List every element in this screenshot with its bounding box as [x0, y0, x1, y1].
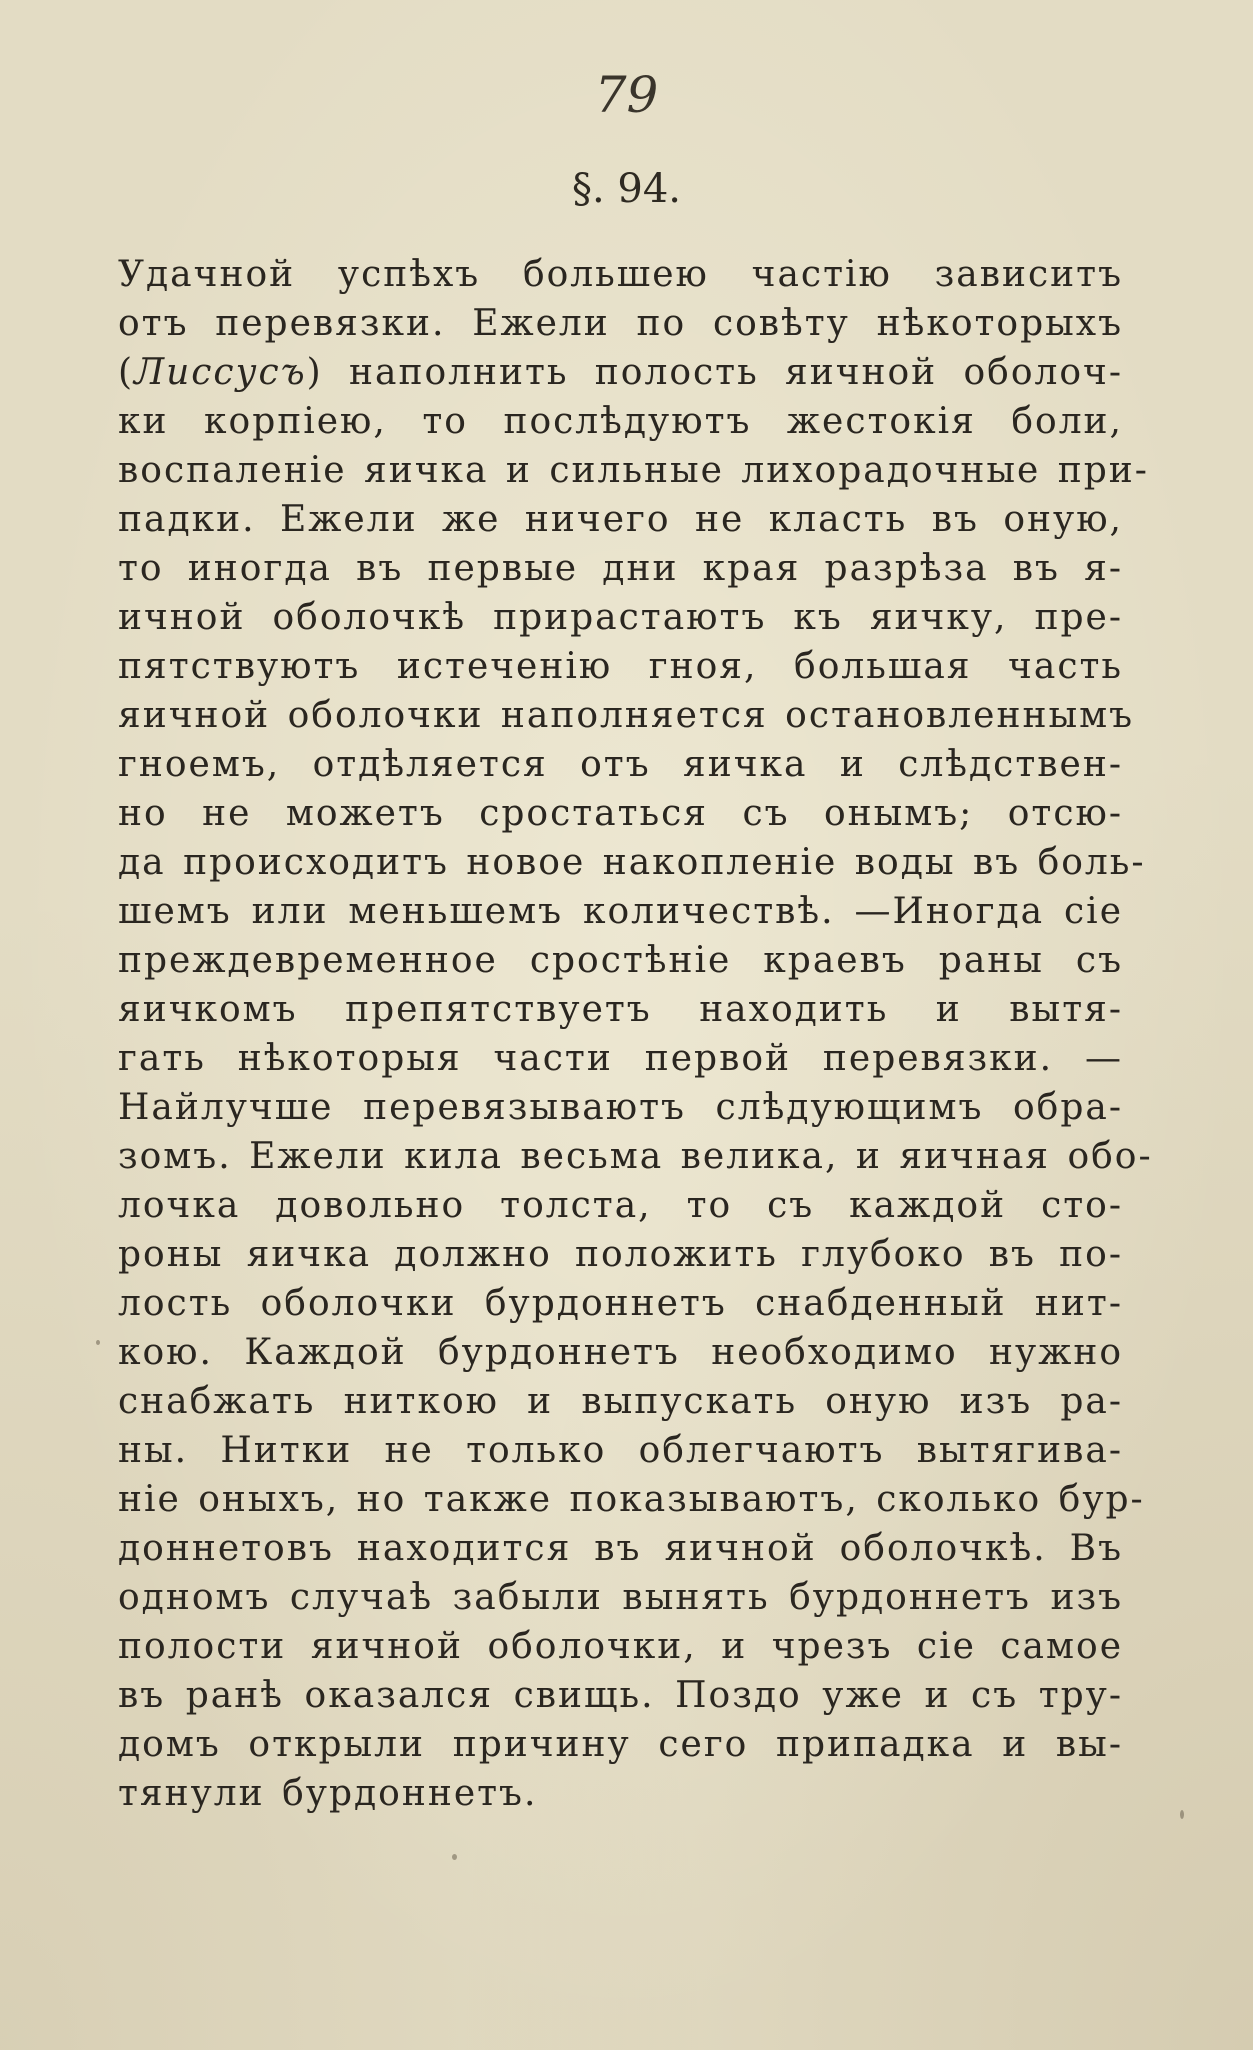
- text-line: гноемъ, отдѣляется отъ яичка и слѣдствен-: [118, 744, 1123, 785]
- text-line: роны яичка должно положить глубоко въ по-: [118, 1234, 1123, 1275]
- text-line: (Лиссусъ) наполнить полость яичной оболоч-: [118, 352, 1123, 393]
- text-line: но не можетъ сростаться съ онымъ; отсю-: [118, 793, 1123, 834]
- text-line: яичкомъ препятствуетъ находить и вытя-: [118, 989, 1123, 1030]
- text-line: преждевременное сростѣнiе краевъ раны съ: [118, 940, 1123, 981]
- text-line: въ ранѣ оказался свищь. Поздо уже и съ тру-: [118, 1675, 1123, 1716]
- text-line: доннетовъ находится въ яичной оболочкѣ. Въ: [118, 1528, 1123, 1569]
- paper-speck: [1180, 1810, 1184, 1819]
- text-line: домъ открыли причину сего припадка и вы-: [118, 1724, 1123, 1765]
- text-line: шемъ или меньшемъ количествѣ. —Иногда сiе: [118, 891, 1123, 932]
- text-line: лость оболочки бурдоннетъ снабденный нит-: [118, 1283, 1123, 1324]
- text-line: Найлучше перевязываютъ слѣдующимъ обра-: [118, 1087, 1123, 1128]
- text-line: пятствуютъ истеченiю гноя, большая часть: [118, 646, 1123, 687]
- text-line: одномъ случаѣ забыли вынять бурдоннетъ изъ: [118, 1577, 1123, 1618]
- text-line: ки корпiею, то послѣдуютъ жестокiя боли,: [118, 401, 1123, 442]
- body-text: [118, 250, 1153, 1818]
- text-line: гать нѣкоторыя части первой перевязки. —: [118, 1038, 1123, 1079]
- section-heading: §. 94.: [571, 166, 682, 212]
- text-line: тянули бурдоннетъ.: [118, 1773, 538, 1814]
- text-line: падки. Ежели же ничего не класть въ оную,: [118, 499, 1123, 540]
- page-number: 79: [594, 66, 659, 124]
- cited-author-name: Лиссусъ: [134, 352, 307, 393]
- text-line: ны. Нитки не только облегчаютъ вытягива-: [118, 1430, 1123, 1471]
- text-line: зомъ. Ежели кила весьма велика, и яичная обо-: [118, 1136, 1153, 1177]
- text-line: полости яичной оболочки, и чрезъ сiе самое: [118, 1626, 1123, 1667]
- text-line: снабжать ниткою и выпускать оную изъ ра-: [118, 1381, 1123, 1422]
- text-line: Удачной успѣхъ большею частiю зависитъ: [118, 254, 1123, 295]
- text-line: ичной оболочкѣ прирастаютъ къ яичку, пре-: [118, 597, 1123, 638]
- paper-speck: [452, 1854, 457, 1860]
- text-line: то иногда въ первые дни края разрѣза въ я-: [118, 548, 1123, 589]
- text-line: кою. Каждой бурдоннетъ необходимо нужно: [118, 1332, 1123, 1373]
- text-line: да происходитъ новое накопленiе воды въ боль-: [118, 842, 1146, 883]
- paper-speck: [96, 1340, 100, 1345]
- text-line: воспаленiе яичка и сильные лихорадочные при-: [118, 450, 1149, 491]
- text-line: нiе оныхъ, но также показываютъ, сколько бур-: [118, 1479, 1145, 1520]
- text-line: отъ перевязки. Ежели по совѣту нѣкоторыхъ: [118, 303, 1123, 344]
- text-line: лочка довольно толста, то съ каждой сто-: [118, 1185, 1123, 1226]
- text-line: яичной оболочки наполняется остановленнымъ: [118, 695, 1135, 736]
